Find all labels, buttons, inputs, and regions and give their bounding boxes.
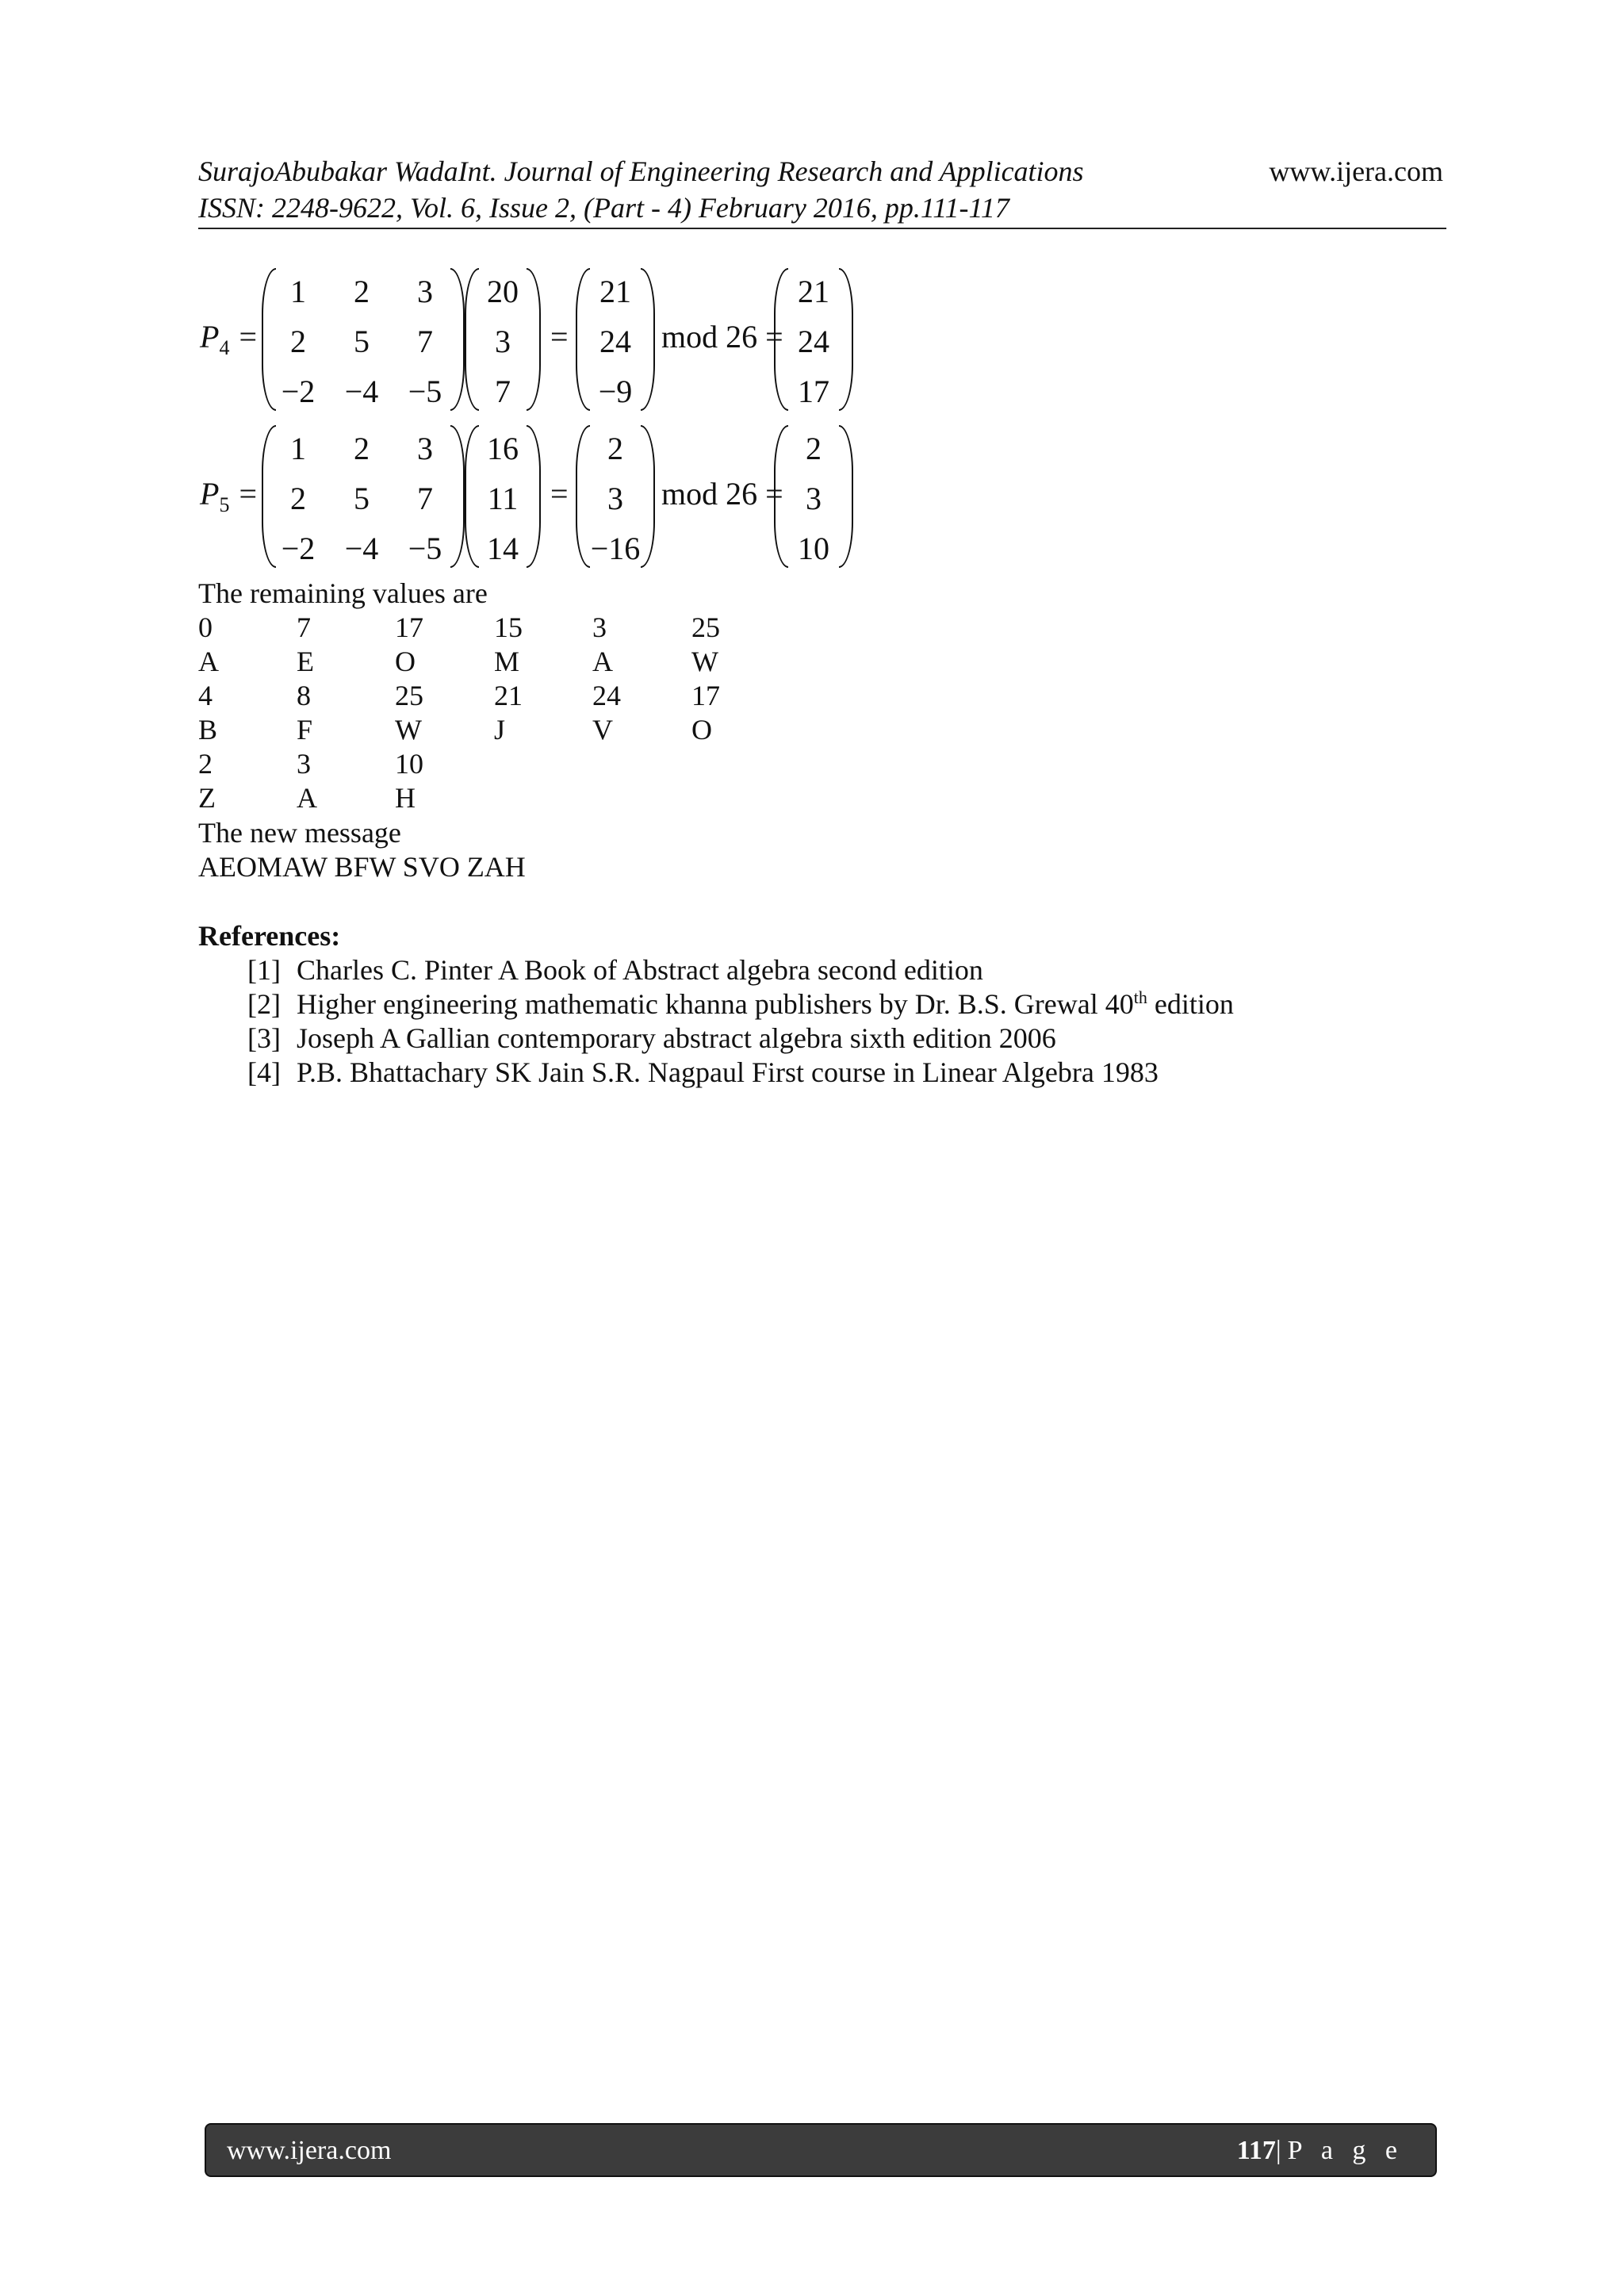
reference-item: [3] Joseph A Gallian contemporary abstract algebra sixth edition 2006 — [247, 1022, 1056, 1054]
new-message: AEOMAW BFW SVO ZAH — [198, 851, 526, 883]
input-vector: 16 11 14 — [465, 425, 541, 576]
product-vector: 2 3 −16 — [576, 425, 655, 576]
mod-operator: mod 26 = — [661, 319, 783, 355]
coefficient-matrix: 1 2 3 2 5 7 −2 −4 −5 — [262, 268, 465, 419]
running-header — [198, 153, 1443, 226]
reference-item: [1] Charles C. Pinter A Book of Abstract algebra second edition — [247, 954, 983, 986]
reference-item: [2] Higher engineering mathematic khanna publishers by Dr. B.S. Grewal 40th edition — [247, 987, 1234, 1020]
reference-list — [247, 953, 1234, 1090]
header-rule — [198, 228, 1446, 229]
header-site-link[interactable]: www.ijera.com — [1269, 155, 1443, 187]
equation-p5: $P_5$ = 1 2 3 2 5 7 −2 −4 −5 16 11 14 = 2 3 −16 mod 26 = 2 3 10 — [198, 425, 912, 576]
equation-lhs: $P_5$ = — [200, 476, 257, 516]
header-journal-line: SurajoAbubakar WadaInt. Journal of Engineering Research and Applications — [198, 155, 1084, 187]
new-message-label: The new message — [198, 817, 401, 849]
product-vector: 21 24 −9 — [576, 268, 655, 419]
remaining-values-label: The remaining values are — [198, 577, 488, 609]
page-footer — [205, 2123, 1437, 2177]
mod-operator: mod 26 = — [661, 476, 783, 512]
result-vector: 2 3 10 — [774, 425, 853, 576]
reference-item: [4] P.B. Bhattachary SK Jain S.R. Nagpaul First course in Linear Algebra 1983 — [247, 1056, 1159, 1088]
references-heading: References: — [198, 920, 341, 952]
page-number: 117|P a g e — [1236, 2136, 1404, 2165]
header-issn-line: ISSN: 2248-9622, Vol. 6, Issue 2, (Part - 4) February 2016, pp.111-117 — [198, 192, 1009, 224]
equation-lhs: $P_4$ = — [200, 319, 257, 359]
equation-p4: $P_4$ = 1 2 3 2 5 7 −2 −4 −5 20 3 7 = 21 24 −9 mod 26 = 21 24 17 — [198, 268, 912, 419]
input-vector: 20 3 7 — [465, 268, 541, 419]
coefficient-matrix: 1 2 3 2 5 7 −2 −4 −5 — [262, 425, 465, 576]
footer-site-link[interactable]: www.ijera.com — [227, 2136, 392, 2165]
result-vector: 21 24 17 — [774, 268, 853, 419]
